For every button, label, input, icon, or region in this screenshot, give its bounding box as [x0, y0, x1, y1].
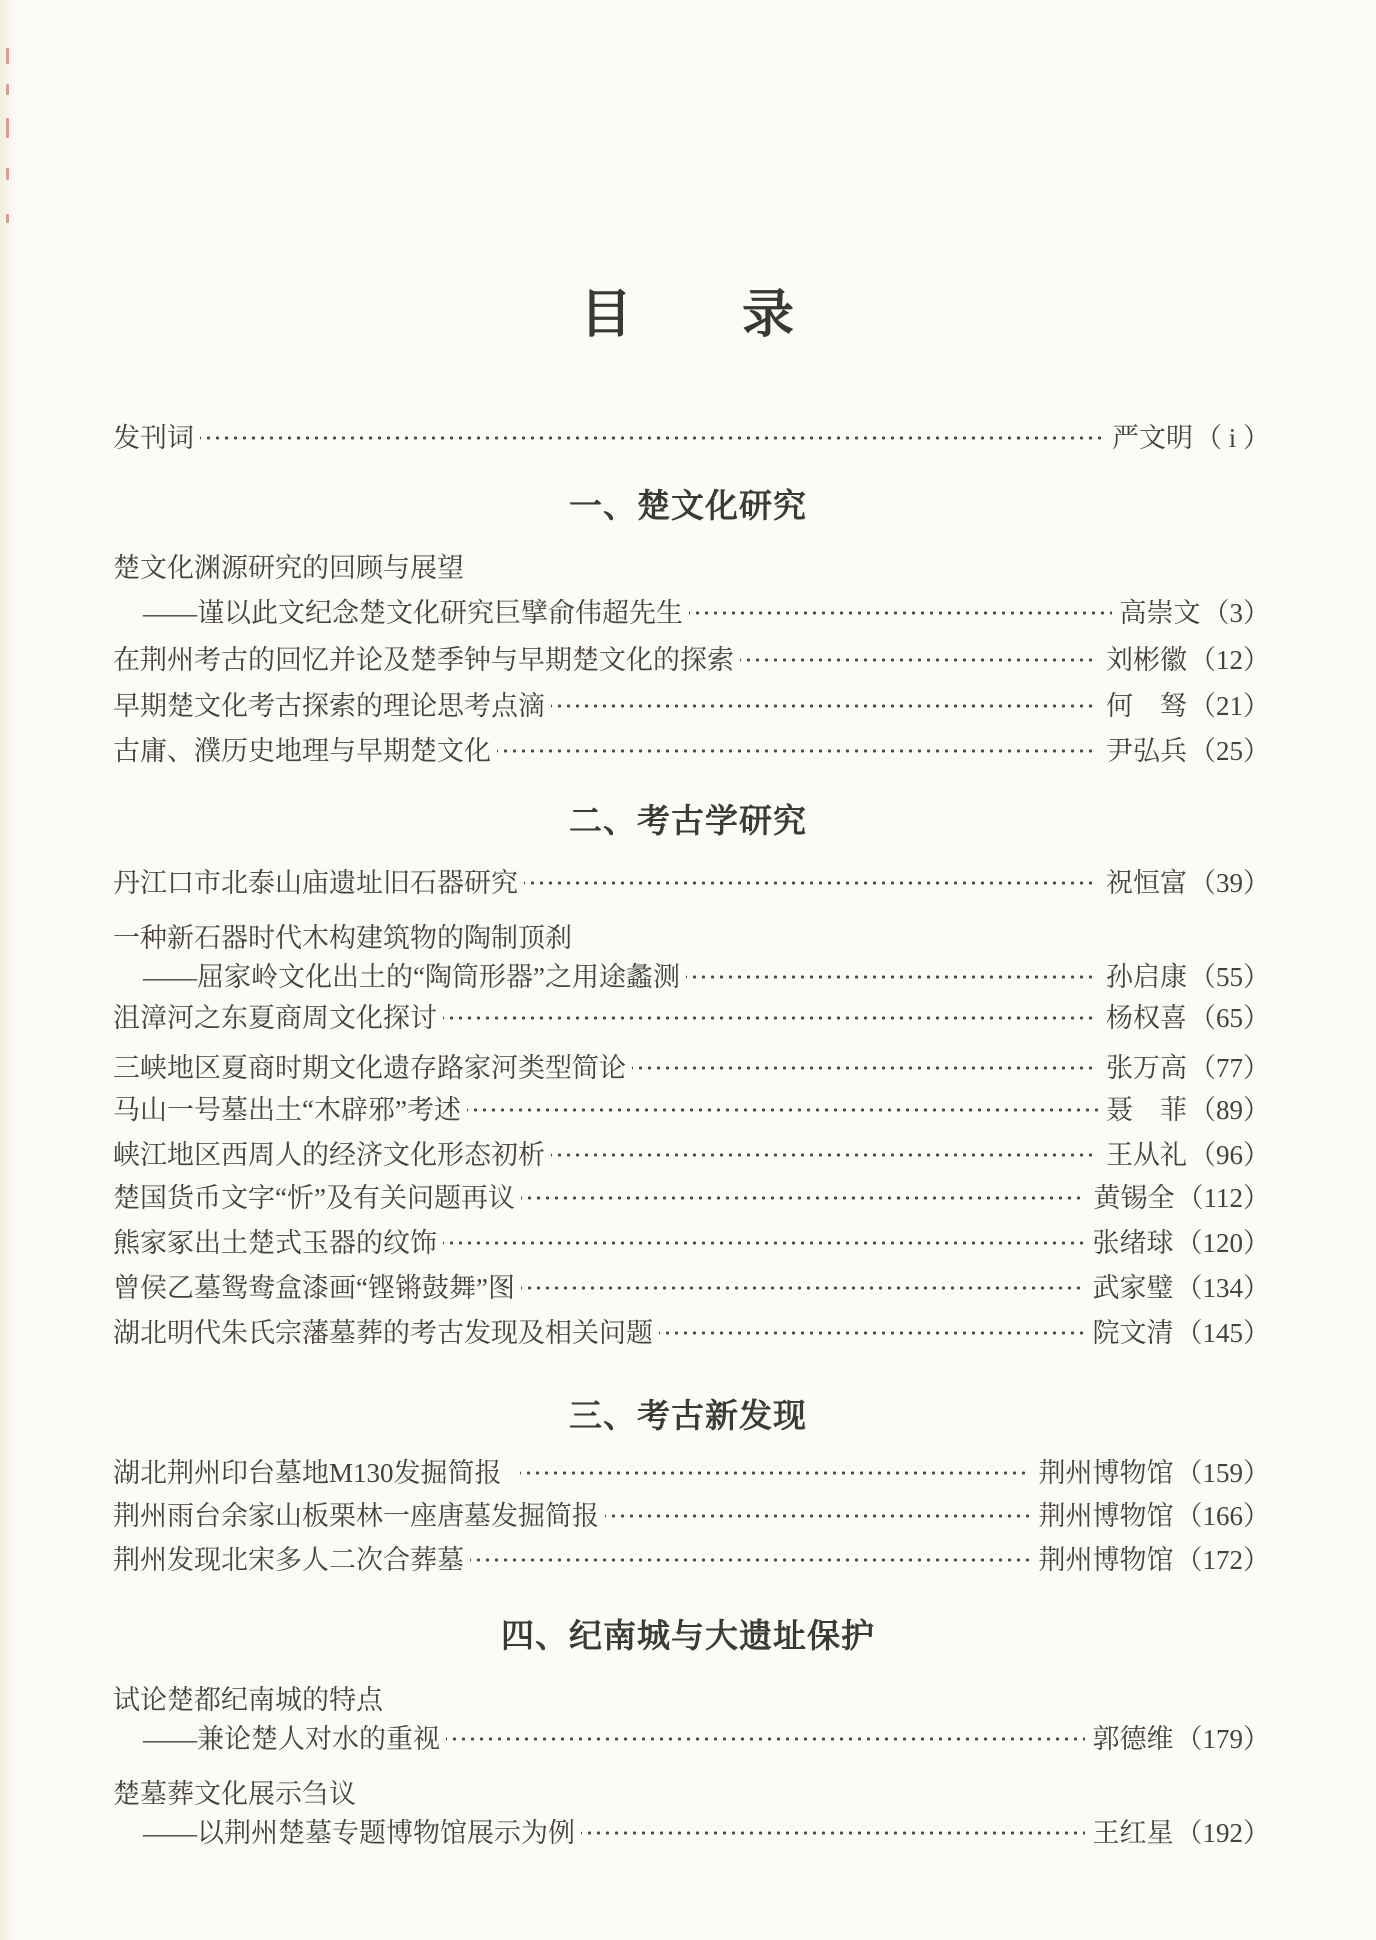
entry-author: 张绪球 [1092, 1228, 1174, 1258]
toc-entry-subtitle [113, 1714, 1270, 1759]
entry-page-number: （55） [1189, 962, 1270, 992]
red-scan-mark [6, 118, 9, 138]
entry-author: 张万高 [1106, 1053, 1187, 1083]
entry-title: 马山一号墓出土“木辟邪”考述 [113, 1095, 461, 1125]
toc-entry [113, 1535, 1270, 1580]
section-heading-1: 一、楚文化研究 [569, 487, 807, 524]
entry-author: 高崇文 [1119, 598, 1201, 628]
entry-title: 试论楚都纪南城的特点 [113, 1685, 383, 1715]
toc-entry [113, 1085, 1270, 1130]
entry-page-number: （145） [1175, 1318, 1270, 1348]
toc-entry [113, 1308, 1270, 1353]
section-heading-3: 三、考古新发现 [569, 1397, 807, 1434]
entry-page-number: （39） [1189, 868, 1270, 898]
dot-leader [200, 413, 1104, 458]
toc-entry [113, 681, 1270, 726]
dot-leader [551, 681, 1098, 726]
entry-author: 荆州博物馆 [1038, 1458, 1174, 1488]
entry-author: 荆州博物馆 [1038, 1545, 1174, 1575]
toc-entry [113, 543, 1270, 588]
dot-leader [446, 1714, 1085, 1759]
entry-subtitle: ——以荆州楚墓专题博物馆展示为例 [143, 1818, 575, 1848]
dot-leader [470, 1535, 1031, 1580]
entry-author: 聂 菲 [1106, 1095, 1187, 1125]
entry-page-number: （3） [1202, 598, 1270, 628]
dot-leader [581, 1808, 1085, 1853]
entry-title: 早期楚文化考古探索的理论思考点滴 [113, 691, 545, 721]
red-scan-mark [6, 214, 9, 223]
entry-title: 沮漳河之东夏商周文化探讨 [113, 1003, 437, 1033]
entry-author: 王从礼 [1106, 1140, 1187, 1170]
entry-author: 何 驽 [1106, 691, 1187, 721]
entry-page-number: （77） [1189, 1053, 1270, 1083]
entry-page-number: （ i ） [1194, 423, 1270, 453]
dot-leader [467, 1085, 1098, 1130]
entry-title: 在荆州考古的回忆并论及楚季钟与早期楚文化的探索 [113, 645, 734, 675]
entry-page-number: （89） [1189, 1095, 1270, 1125]
entry-author: 尹弘兵 [1106, 736, 1187, 766]
entry-author: 黄锡全 [1093, 1183, 1175, 1213]
dot-leader [740, 635, 1098, 680]
dot-leader [551, 1130, 1098, 1175]
entry-page-number: （159） [1175, 1458, 1270, 1488]
entry-title: 峡江地区西周人的经济文化形态初析 [113, 1140, 545, 1170]
dot-leader [497, 726, 1098, 771]
red-scan-mark [6, 48, 9, 64]
entry-subtitle: ——谨以此文纪念楚文化研究巨擘俞伟超先生 [143, 598, 683, 628]
entry-author: 孙启康 [1106, 962, 1187, 992]
dot-leader [659, 1308, 1085, 1353]
entry-author: 王红星 [1092, 1818, 1174, 1848]
toc-entry [113, 1043, 1270, 1088]
entry-subtitle: ——屈家岭文化出土的“陶筒形器”之用途蠡测 [143, 962, 680, 992]
toc-entry-subtitle [113, 1808, 1270, 1853]
dot-leader [521, 1173, 1086, 1218]
entry-author: 严文明 [1111, 423, 1193, 453]
entry-author: 杨权喜 [1106, 1003, 1187, 1033]
red-scan-mark [6, 168, 9, 180]
toc-entry [113, 1491, 1270, 1536]
entry-page-number: （192） [1175, 1818, 1270, 1848]
entry-title: 曾侯乙墓鸳鸯盒漆画“铿锵鼓舞”图 [113, 1273, 515, 1303]
entry-title: 湖北荆州印台墓地M130发掘简报 [113, 1458, 502, 1488]
entry-subtitle: ——兼论楚人对水的重视 [143, 1724, 440, 1754]
dot-leader [632, 1043, 1098, 1088]
toc-entry [113, 726, 1270, 771]
toc-entry [113, 1263, 1270, 1308]
toc-entry [113, 858, 1270, 903]
page-title: 目 录 [579, 287, 796, 344]
entry-title: 发刊词 [113, 423, 194, 453]
section-heading-2: 二、考古学研究 [569, 802, 807, 839]
entry-page-number: （120） [1175, 1228, 1270, 1258]
entry-title: 楚国货币文字“忻”及有关问题再议 [113, 1183, 515, 1213]
entry-page-number: （172） [1175, 1545, 1270, 1575]
entry-author: 武家璧 [1092, 1273, 1174, 1303]
toc-entry [113, 1173, 1270, 1218]
toc-entry-foreword [113, 413, 1270, 458]
dot-leader [443, 993, 1098, 1038]
entry-title: 丹江口市北泰山庙遗址旧石器研究 [113, 868, 518, 898]
dot-leader [520, 1448, 1031, 1493]
entry-page-number: （166） [1175, 1501, 1270, 1531]
entry-author: 郭德维 [1092, 1724, 1174, 1754]
entry-author: 刘彬徽 [1106, 645, 1187, 675]
dot-leader [524, 858, 1098, 903]
entry-author: 荆州博物馆 [1038, 1501, 1174, 1531]
entry-title: 古庸、濮历史地理与早期楚文化 [113, 736, 491, 766]
entry-title: 楚文化渊源研究的回顾与展望 [113, 553, 464, 583]
toc-entry [113, 993, 1270, 1038]
entry-page-number: （112） [1176, 1183, 1270, 1213]
entry-author: 祝恒富 [1106, 868, 1187, 898]
dot-leader [443, 1218, 1085, 1263]
entry-page-number: （179） [1175, 1724, 1270, 1754]
entry-title: 荆州发现北宋多人二次合葬墓 [113, 1545, 464, 1575]
entry-page-number: （12） [1189, 645, 1270, 675]
toc-entry [113, 1448, 1270, 1493]
entry-title: 楚墓葬文化展示刍议 [113, 1779, 356, 1809]
entry-title: 湖北明代朱氏宗藩墓葬的考古发现及相关问题 [113, 1318, 653, 1348]
red-scan-mark [6, 84, 9, 95]
entry-page-number: （134） [1175, 1273, 1270, 1303]
dot-leader [686, 952, 1098, 997]
entry-author: 院文清 [1092, 1318, 1174, 1348]
toc-entry [113, 1218, 1270, 1263]
entry-page-number: （21） [1189, 691, 1270, 721]
entry-page-number: （65） [1189, 1003, 1270, 1033]
entry-title: 荆州雨台余家山板栗林一座唐墓发掘简报 [113, 1501, 599, 1531]
entry-title: 一种新石器时代木构建筑物的陶制顶刹 [113, 923, 572, 953]
toc-entry-subtitle [113, 588, 1270, 633]
section-heading-4: 四、纪南城与大遗址保护 [501, 1617, 875, 1654]
entry-title: 三峡地区夏商时期文化遗存路家河类型简论 [113, 1053, 626, 1083]
toc-entry-subtitle [113, 952, 1270, 997]
entry-page-number: （96） [1189, 1140, 1270, 1170]
dot-leader [689, 588, 1112, 633]
entry-title: 熊家冢出土楚式玉器的纹饰 [113, 1228, 437, 1258]
toc-entry [113, 1130, 1270, 1175]
dot-leader [521, 1263, 1085, 1308]
entry-page-number: （25） [1189, 736, 1270, 766]
toc-entry [113, 635, 1270, 680]
dot-leader [605, 1491, 1031, 1536]
